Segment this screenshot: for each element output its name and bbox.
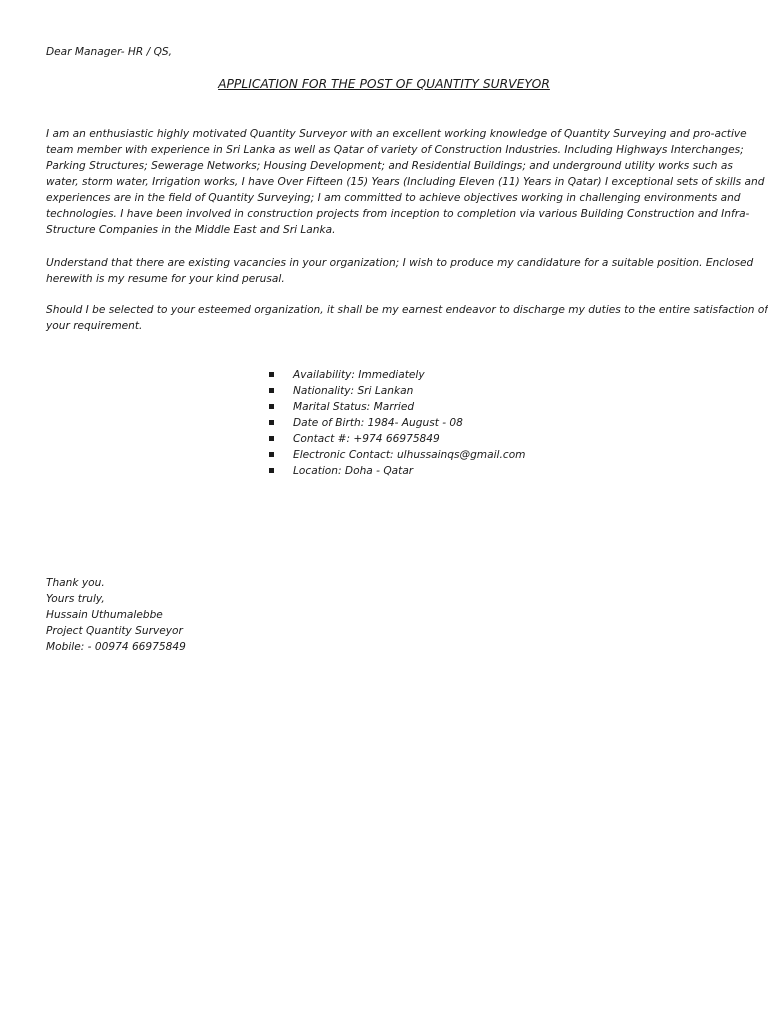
paragraph-line: your requirement. [46,320,143,332]
paragraph-line: Structure Companies in the Middle East and Sri Lanka. [46,224,336,236]
detail-text: Availability: Immediately [293,369,425,381]
paragraph-line: water, storm water, Irrigation works, I have Over Fifteen (15) Years (Including Eleven (11) Years in Qatar) I exceptional sets of skills and [46,176,765,188]
paragraph-line: technologies. I have been involved in construction projects from inception to completion via various Building Construction and Infra- [46,208,750,220]
email-link[interactable]: Electronic Contact: ulhussainqs@gmail.com [293,449,526,461]
square-bullet-icon [269,436,274,441]
paragraph-line: I am an enthusiastic highly motivated Quantity Surveyor with an excellent working knowledge of Quantity Surveying and pro-active [46,128,747,140]
paragraph-line: team member with experience in Sri Lanka as well as Qatar of variety of Construction Industries. Including Highways Interchanges; [46,144,744,156]
paragraph-line: Should I be selected to your esteemed organization, it shall be my earnest endeavor to discharge my duties to the entire satisfaction of [46,304,768,316]
detail-text: Marital Status: Married [293,401,415,413]
square-bullet-icon [269,452,274,457]
closing-sign-off: Yours truly, [46,593,105,605]
square-bullet-icon [269,468,274,473]
detail-text: Location: Doha - Qatar [293,465,414,477]
square-bullet-icon [269,388,274,393]
square-bullet-icon [269,420,274,425]
detail-text: Contact #: +974 66975849 [293,433,440,445]
square-bullet-icon [269,372,274,377]
closing-block [46,575,186,655]
selection-paragraph [46,302,768,334]
paragraph-line: Understand that there are existing vacancies in your organization; I wish to produce my candidature for a suitable position. Enclosed [46,257,754,269]
intro-paragraph [46,126,765,238]
detail-text: Nationality: Sri Lankan [293,385,414,397]
paragraph-line: experiences are in the field of Quantity Surveying; I am committed to achieve objectives working in challenging environments and [46,192,741,204]
salutation: Dear Manager- HR / QS, [46,46,172,58]
letter-title: APPLICATION FOR THE POST OF QUANTITY SURVEYOR [218,77,550,91]
closing-thanks: Thank you. [46,577,105,589]
paragraph-line: herewith is my resume for your kind perusal. [46,273,285,285]
signatory-name: Hussain Uthumalebbe [46,609,163,621]
square-bullet-icon [269,404,274,409]
signatory-mobile: Mobile: - 00974 66975849 [46,641,186,653]
paragraph-line: Parking Structures; Sewerage Networks; Housing Development; and Residential Buildings; and underground utility works such as [46,160,733,172]
detail-text: Date of Birth: 1984- August - 08 [293,417,463,429]
vacancy-paragraph [46,255,754,287]
signatory-position: Project Quantity Surveyor [46,625,183,637]
